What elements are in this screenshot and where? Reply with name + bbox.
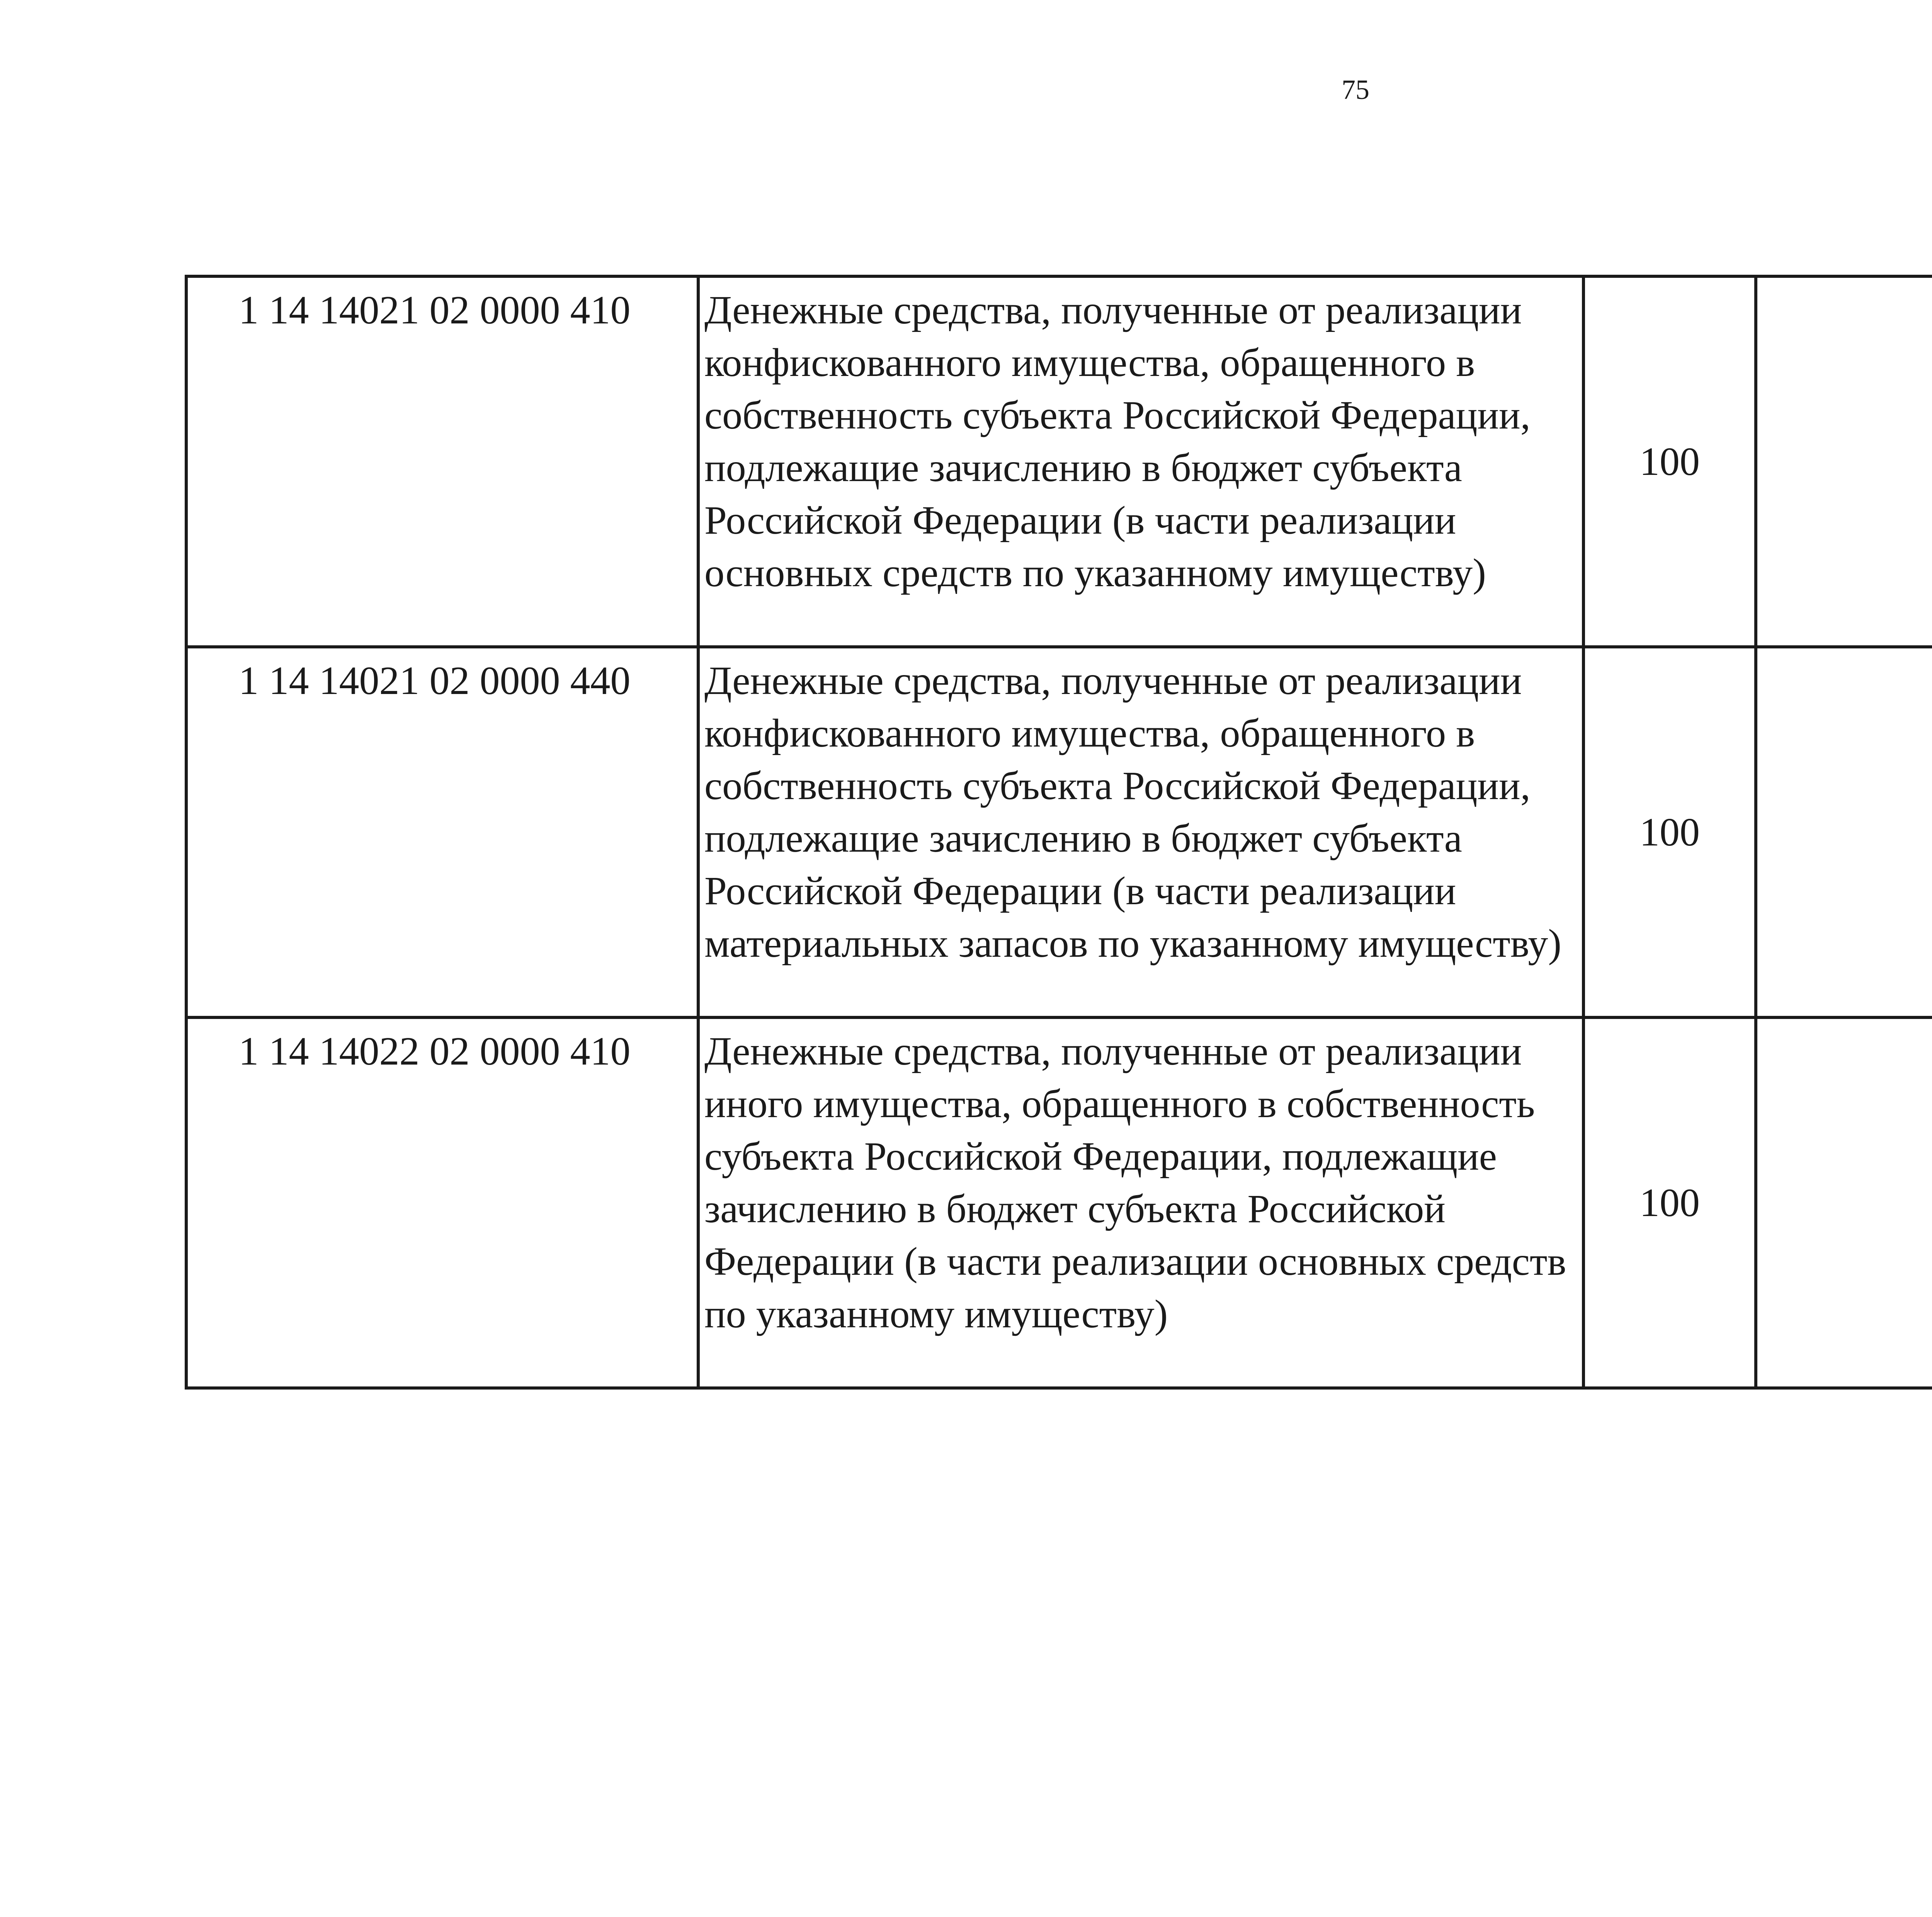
page-number: 75 xyxy=(1342,74,1369,105)
budget-classification-code: 1 14 14021 02 0000 410 xyxy=(186,276,698,647)
revenue-description: Денежные средства, полученные от реализации конфискованного имущества, обращенного в собственность субъекта Российской Федерации, подлежащие зачислению в бюджет субъекта Российской Федерации (в части реализации материальных запасов по указанному имуществу) xyxy=(698,647,1583,1017)
subject-budget-percent: 100 xyxy=(1583,647,1756,1017)
table-row xyxy=(186,647,1932,1017)
budget-classification-code: 1 14 14021 02 0000 440 xyxy=(186,647,698,1017)
table-row xyxy=(186,276,1932,647)
revenue-description: Денежные средства, полученные от реализации конфискованного имущества, обращенного в собственность субъекта Российской Федерации, подлежащие зачислению в бюджет субъекта Российской Федерации (в части реализации основных средств по указанному имуществу) xyxy=(698,276,1583,647)
revenue-distribution-table xyxy=(185,275,1932,1390)
subject-budget-percent: 100 xyxy=(1583,1017,1756,1388)
subject-budget-percent: 100 xyxy=(1583,276,1756,647)
revenue-description: Денежные средства, полученные от реализации иного имущества, обращенного в собственность субъекта Российской Федерации, подлежащие зачислению в бюджет субъекта Российской Федерации (в части реализации основных средств по указанному имуществу) xyxy=(698,1017,1583,1388)
empty-cell xyxy=(1756,276,1932,647)
empty-cell xyxy=(1756,1017,1932,1388)
table-row xyxy=(186,1017,1932,1388)
empty-cell xyxy=(1756,647,1932,1017)
budget-classification-code: 1 14 14022 02 0000 410 xyxy=(186,1017,698,1388)
